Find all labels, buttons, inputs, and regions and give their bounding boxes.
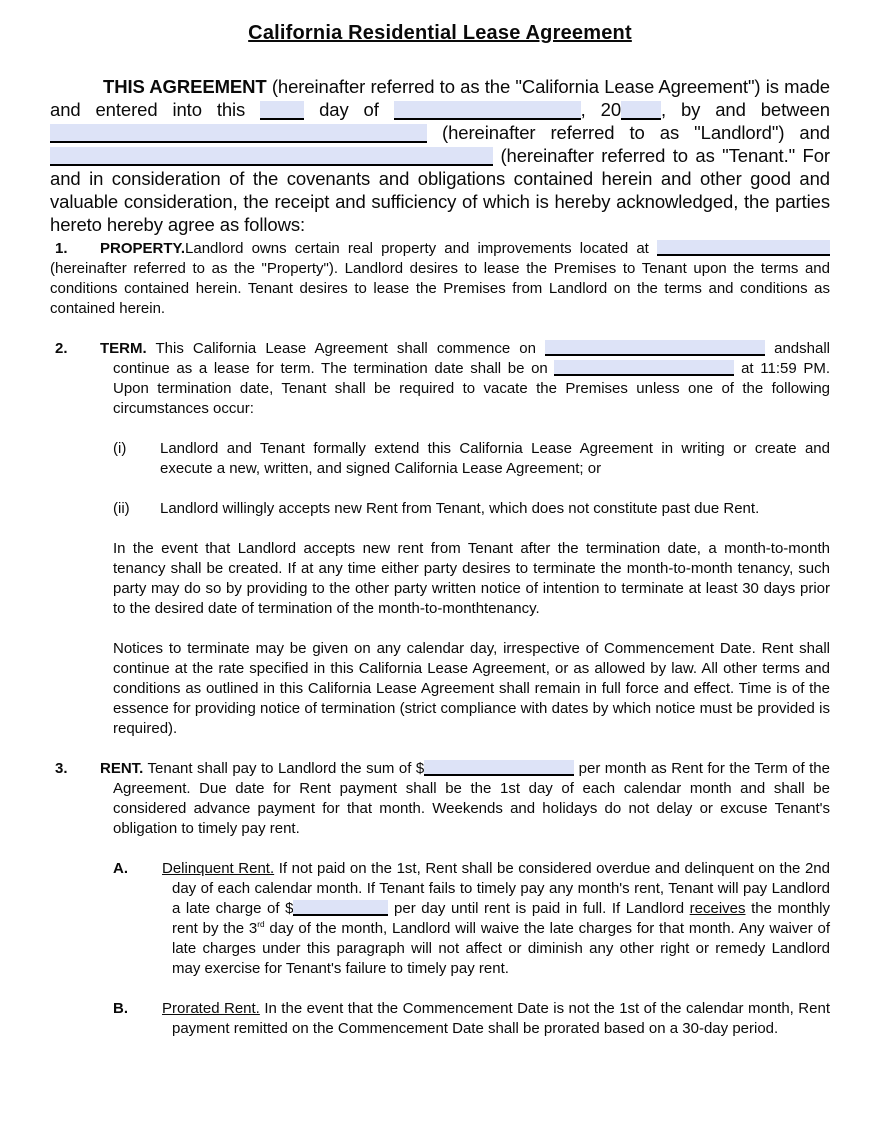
blank-tenant-name[interactable] [50,147,493,166]
section-1-property: 1. PROPERTY.Landlord owns certain real property and improvements located at (hereinafter referred to as the "Property"). Landlord desires to lease the Premises to Tenant upon the terms and conditions contained herein. Tenant desires to lease the Premises from Landlord on the terms and conditions as contained herein. [50,240,830,317]
month-to-month-paragraph: In the event that Landlord accepts new rent from Tenant after the termination date, a month-to-month tenancy shall be created. If at any time either party desires to terminate the month-to-month tenancy, such party may do so by providing to the other party written notice of intention to terminate at least 30 days prior to the desired date of termination of the month-to-monthtenancy. [113,540,830,617]
clause-marker: B. [113,1000,128,1017]
clause-i-extend-agreement: (i) Landlord and Tenant formally extend this California Lease Agreement in writing or create and execute a new, written, and signed California Lease Agreement; or [113,440,830,477]
clause-marker: 1. [55,240,68,257]
blank-termination-date[interactable] [554,360,734,376]
underlined-text: Delinquent Rent. [162,860,275,877]
bold-text: PROPERTY. [100,240,186,257]
intro-paragraph: THIS AGREEMENT (hereinafter referred to as the "California Lease Agreement") is made and entered into this day of , 20 , by and between (hereinafter referred to as "Landlord") and (hereinafter referred to as "Tenant." For and in consideration of the covenants and obligations contained herein and other good and valuable consideration, the receipt and sufficiency of which is hereby acknowledged, the parties hereto hereby agree as follows: [50,76,830,235]
blank-month[interactable] [394,101,581,120]
bold-text: RENT. [100,760,144,777]
underlined-text: receives [689,900,746,917]
blank-day[interactable] [260,101,304,120]
termination-notice-paragraph: Notices to terminate may be given on any calendar day, irrespective of Commencement Date. Rent shall continue at the rate specified in this California Lease Agreement, or as allowed by law. All other terms and conditions as outlined in this California Lease Agreement shall remain in full force and effect. Time is of the essence for providing notice of termination (strict compliance with dates by which notice must be provided is required). [113,640,830,737]
bold-text: THIS AGREEMENT [103,76,267,97]
clause-marker: A. [113,860,128,877]
clause-b-prorated-rent: B. Prorated Rent. In the event that the Commencement Date is not the 1st of the calendar month, Rent payment remitted on the Commencement Date shall be prorated based on a 30-day period. [113,1000,830,1037]
section-3-rent: 3. RENT. Tenant shall pay to Landlord the sum of $ per month as Rent for the Term of the Agreement. Due date for Rent payment shall be the 1st day of each calendar month and shall be considered advance payment for that month. Weekends and holidays do not delay or excuse Tenant's obligation to timely pay rent. [55,760,830,837]
clause-marker: 3. [55,760,68,777]
clause-a-delinquent-rent: A. Delinquent Rent. If not paid on the 1st, Rent shall be considered overdue and delinquent on the 2nd day of each calendar month. If Tenant fails to timely pay any month's rent, Tenant will pay Landlord a late charge of $ per day until rent is paid in full. If Landlord receives the monthly rent by the 3rd day of the month, Landlord will waive the late charges for that month. Any waiver of late charges under this paragraph will not affect or diminish any other right or remedy Landlord may exercise for Tenant's failure to timely pay rent. [113,860,830,977]
document-title: California Residential Lease Agreement [248,22,632,44]
clause-marker: (ii) [113,500,130,517]
bold-text: TERM. [100,340,147,357]
clause-ii-accepts-new-rent: (ii) Landlord willingly accepts new Rent from Tenant, which does not constitute past due Rent. [113,500,760,517]
blank-commencement-date[interactable] [545,340,765,356]
clause-marker: (i) [113,440,127,457]
blank-property-address[interactable] [657,240,830,256]
clause-marker: 2. [55,340,68,357]
blank-year[interactable] [621,101,661,120]
document-body [50,75,830,1039]
blank-late-charge[interactable] [293,900,388,916]
underlined-text: Prorated Rent. [162,1000,260,1017]
section-2-term: 2. TERM. This California Lease Agreement shall commence on andshall continue as a lease for term. The termination date shall be on at 11:59 PM. Upon termination date, Tenant shall be required to vacate the Premises unless one of the following circumstances occur: [55,340,831,417]
blank-landlord-name[interactable] [50,124,427,143]
superscript-text: rd [257,920,265,929]
blank-monthly-rent[interactable] [424,760,574,776]
